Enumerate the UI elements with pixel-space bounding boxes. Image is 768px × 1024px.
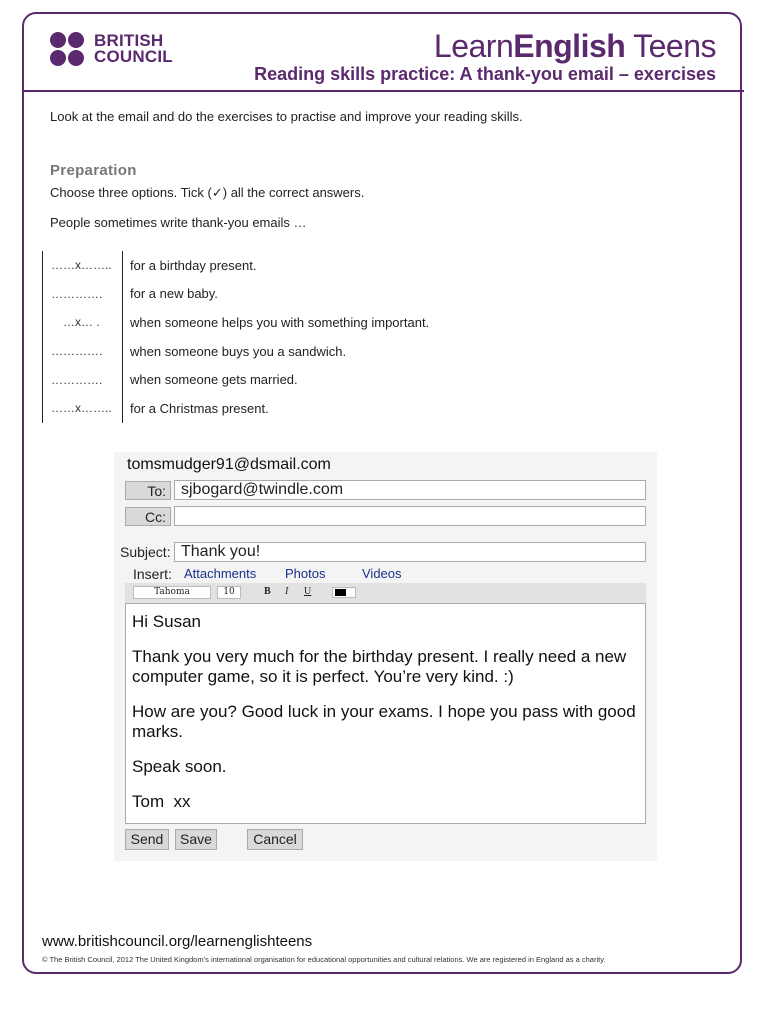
option-text: for a birthday present.: [130, 257, 257, 273]
body-paragraph: Speak soon.: [132, 757, 227, 776]
option-row: [43, 394, 429, 423]
footer-url: www.britishcouncil.org/learnenglishteens: [42, 933, 313, 950]
preparation-heading: Preparation: [50, 162, 137, 179]
cc-button[interactable]: Cc:: [125, 507, 171, 526]
from-address: tomsmudger91@dsmail.com: [127, 456, 331, 473]
body-paragraph: Thank you very much for the birthday present. I really need a new computer game, so it is perfect. You’re very kind. :): [132, 647, 627, 686]
send-button[interactable]: Send: [125, 829, 169, 850]
page-title: Reading skills practice: A thank-you email – exercises: [254, 64, 716, 84]
body-paragraph: Tom xx: [132, 792, 191, 811]
learnenglish-teens-brand: LearnEnglish Teens: [433, 28, 716, 64]
text-color-picker[interactable]: [332, 587, 356, 598]
to-field[interactable]: sjbogard@twindle.com: [174, 480, 646, 500]
option-row: [43, 337, 429, 366]
option-text: when someone buys you a sandwich.: [130, 343, 347, 359]
answer-mark[interactable]: ……x……..: [43, 394, 123, 423]
answer-mark[interactable]: ………….: [43, 337, 123, 366]
option-row: [43, 251, 429, 280]
subject-field[interactable]: Thank you!: [174, 542, 646, 562]
footer-legal: © The British Council, 2012 The United Kingdom’s international organisation for educational opportunities and cultural relations. We are registered in England as a charity.: [42, 955, 606, 964]
option-text: when someone helps you with something important.: [130, 314, 430, 330]
bold-button[interactable]: B: [264, 586, 271, 597]
color-swatch-icon: [335, 589, 346, 596]
option-row: [43, 280, 429, 309]
answer-mark[interactable]: …x… .: [43, 308, 123, 337]
to-button[interactable]: To:: [125, 481, 171, 500]
british-council-logo: [50, 32, 173, 66]
body-paragraph: How are you? Good luck in your exams. I hope you pass with good marks.: [132, 702, 636, 741]
insert-videos-link[interactable]: Videos: [362, 566, 402, 581]
option-text: for a new baby.: [130, 286, 218, 302]
subject-label: Subject:: [120, 544, 171, 560]
email-body[interactable]: [125, 603, 646, 824]
logo-dots-icon: [50, 32, 88, 66]
options-table: [42, 251, 429, 423]
format-toolbar: [125, 583, 646, 603]
preparation-lead: People sometimes write thank-you emails …: [50, 215, 307, 230]
cancel-button[interactable]: Cancel: [247, 829, 303, 850]
body-paragraph: Hi Susan: [132, 612, 201, 631]
preparation-instruction: Choose three options. Tick (✓) all the correct answers.: [50, 185, 365, 200]
email-compose-window: [114, 452, 657, 861]
option-text: for a Christmas present.: [130, 400, 269, 416]
cc-field[interactable]: [174, 506, 646, 526]
insert-photos-link[interactable]: Photos: [285, 566, 326, 581]
italic-button[interactable]: I: [285, 586, 289, 597]
logo-text: BRITISH COUNCIL: [94, 31, 173, 66]
underline-button[interactable]: U: [304, 586, 312, 597]
answer-mark[interactable]: ……x……..: [43, 251, 123, 280]
option-row: [43, 308, 429, 337]
option-text: when someone gets married.: [130, 372, 298, 388]
intro-text: Look at the email and do the exercises to practise and improve your reading skills.: [50, 109, 523, 124]
font-select[interactable]: Tahoma: [133, 586, 211, 599]
header-divider: [22, 90, 744, 92]
option-row: [43, 365, 429, 394]
insert-label: Insert:: [133, 566, 172, 582]
answer-mark[interactable]: ………….: [43, 280, 123, 309]
insert-attachments-link[interactable]: Attachments: [184, 566, 257, 581]
font-size-select[interactable]: 10: [217, 586, 241, 599]
answer-mark[interactable]: ………….: [43, 365, 123, 394]
save-button[interactable]: Save: [175, 829, 217, 850]
